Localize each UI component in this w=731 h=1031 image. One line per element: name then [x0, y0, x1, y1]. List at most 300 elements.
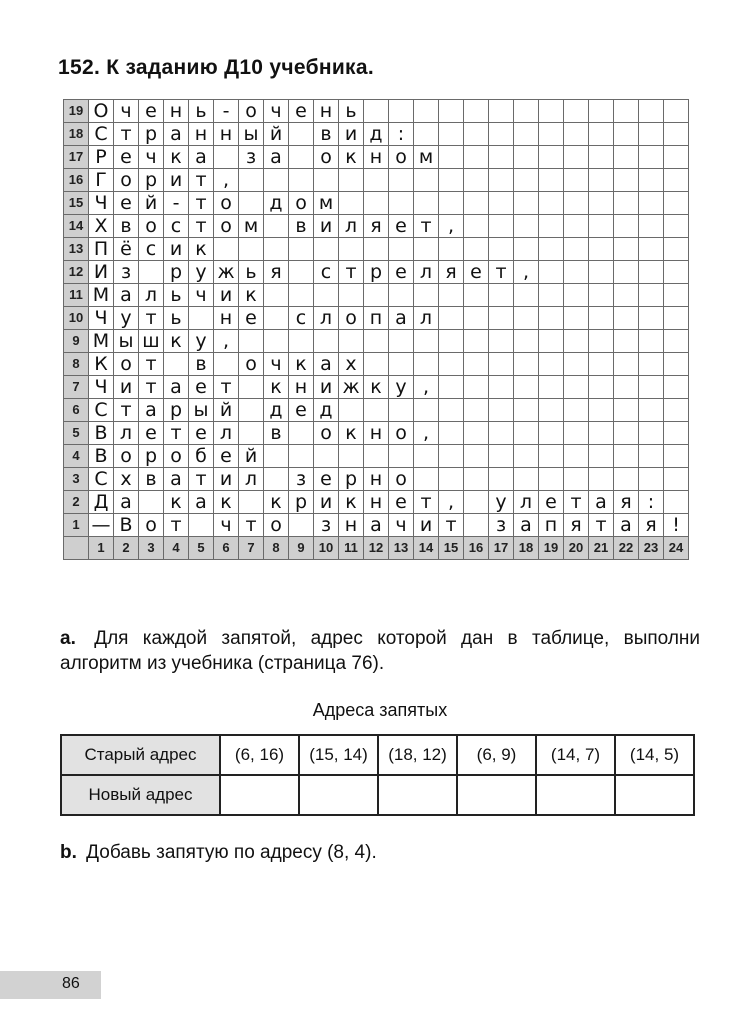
grid-cell: е [389, 261, 414, 284]
grid-cell: а [364, 514, 389, 537]
grid-cell: - [164, 192, 189, 215]
grid-cell [289, 514, 314, 537]
column-number: 14 [414, 537, 439, 560]
grid-cell [539, 238, 564, 261]
grid-cell [639, 100, 664, 123]
grid-cell [239, 422, 264, 445]
grid-cell [639, 192, 664, 215]
letter-grid [63, 99, 689, 560]
grid-cell [364, 238, 389, 261]
grid-cell [464, 445, 489, 468]
grid-cell: т [589, 514, 614, 537]
grid-cell: с [314, 261, 339, 284]
grid-cell [614, 468, 639, 491]
row-number: 16 [64, 169, 89, 192]
row-number: 18 [64, 123, 89, 146]
grid-cell [639, 215, 664, 238]
grid-cell [389, 238, 414, 261]
grid-cell [564, 353, 589, 376]
grid-cell [289, 169, 314, 192]
grid-cell [664, 422, 689, 445]
task-b-label: b. [60, 842, 77, 863]
grid-cell: р [164, 399, 189, 422]
grid-cell [514, 307, 539, 330]
grid-cell: : [639, 491, 664, 514]
grid-cell [264, 284, 289, 307]
grid-cell: т [439, 514, 464, 537]
grid-cell [589, 146, 614, 169]
task-b [60, 840, 700, 865]
grid-cell [564, 284, 589, 307]
grid-cell [239, 399, 264, 422]
grid-row [64, 100, 689, 123]
grid-cell: ч [264, 353, 289, 376]
grid-cell: т [239, 514, 264, 537]
grid-cell: к [364, 376, 389, 399]
grid-cell: я [439, 261, 464, 284]
grid-cell [489, 100, 514, 123]
grid-cell [614, 307, 639, 330]
grid-cell: ь [189, 100, 214, 123]
grid-cell [414, 330, 439, 353]
grid-cell: т [164, 422, 189, 445]
grid-cell [414, 238, 439, 261]
grid-cell: м [414, 146, 439, 169]
grid-cell [564, 399, 589, 422]
grid-cell [339, 330, 364, 353]
grid-row [64, 514, 689, 537]
grid-cell: я [614, 491, 639, 514]
grid-cell [389, 192, 414, 215]
grid-cell: л [514, 491, 539, 514]
grid-cell: о [239, 353, 264, 376]
grid-cell [589, 468, 614, 491]
grid-cell: и [214, 468, 239, 491]
grid-cell [664, 261, 689, 284]
row-number: 12 [64, 261, 89, 284]
grid-cell: к [339, 146, 364, 169]
grid-cell [314, 238, 339, 261]
grid-cell [589, 445, 614, 468]
column-number: 24 [664, 537, 689, 560]
column-number: 21 [589, 537, 614, 560]
grid-cell [614, 100, 639, 123]
grid-cell: С [89, 123, 114, 146]
grid-cell: : [389, 123, 414, 146]
grid-cell: д [314, 399, 339, 422]
old-address-cell: (14, 7) [536, 735, 615, 775]
column-number: 10 [314, 537, 339, 560]
grid-cell [539, 399, 564, 422]
row-number: 15 [64, 192, 89, 215]
new-address-cell[interactable] [220, 775, 299, 815]
grid-cell [664, 491, 689, 514]
grid-cell [364, 192, 389, 215]
grid-cell: и [114, 376, 139, 399]
grid-cell: к [164, 330, 189, 353]
grid-cell [414, 192, 439, 215]
grid-cell: Д [89, 491, 114, 514]
grid-cell [664, 445, 689, 468]
grid-row [64, 169, 689, 192]
grid-cell [264, 445, 289, 468]
grid-cell [539, 146, 564, 169]
grid-row [64, 307, 689, 330]
column-number: 16 [464, 537, 489, 560]
grid-cell: р [139, 123, 164, 146]
grid-cell [589, 330, 614, 353]
grid-cell: С [89, 468, 114, 491]
grid-cell [364, 445, 389, 468]
grid-cell: , [439, 491, 464, 514]
task-a-label: а. [60, 628, 76, 649]
grid-cell [339, 192, 364, 215]
grid-cell: я [364, 215, 389, 238]
grid-cell: р [139, 169, 164, 192]
grid-cell [514, 445, 539, 468]
grid-cell [614, 261, 639, 284]
row-number: 10 [64, 307, 89, 330]
grid-cell [589, 238, 614, 261]
column-number: 9 [289, 537, 314, 560]
row-number: 3 [64, 468, 89, 491]
grid-cell: ч [114, 100, 139, 123]
grid-cell [514, 468, 539, 491]
grid-cell [214, 353, 239, 376]
grid-cell [289, 445, 314, 468]
grid-row [64, 192, 689, 215]
grid-cell [489, 307, 514, 330]
grid-cell: и [414, 514, 439, 537]
grid-cell: М [89, 284, 114, 307]
grid-cell [639, 468, 664, 491]
grid-cell [589, 284, 614, 307]
task-b-text: Добавь запятую по адресу (8, 4). [86, 842, 377, 863]
grid-cell: Ч [89, 376, 114, 399]
grid-cell: о [389, 468, 414, 491]
grid-cell [639, 376, 664, 399]
grid-cell: К [89, 353, 114, 376]
grid-cell [539, 376, 564, 399]
grid-cell [389, 445, 414, 468]
task-a-text: Для каждой запятой, адрес которой дан в таблице, выполни алгоритм из учебника (страница 76). [60, 628, 701, 674]
grid-cell [239, 169, 264, 192]
column-number: 1 [89, 537, 114, 560]
grid-cell: к [189, 238, 214, 261]
grid-cell [189, 307, 214, 330]
grid-cell: ч [189, 284, 214, 307]
grid-row [64, 445, 689, 468]
grid-cell [614, 192, 639, 215]
grid-cell: , [514, 261, 539, 284]
grid-cell: н [164, 100, 189, 123]
grid-cell: з [489, 514, 514, 537]
grid-cell: о [314, 422, 339, 445]
grid-cell: л [314, 307, 339, 330]
grid-cell [439, 468, 464, 491]
grid-cell: м [239, 215, 264, 238]
grid-cell [364, 399, 389, 422]
grid-cell [239, 330, 264, 353]
grid-cell [339, 399, 364, 422]
grid-cell: а [164, 376, 189, 399]
grid-cell [589, 261, 614, 284]
grid-cell: о [139, 514, 164, 537]
grid-cell [639, 422, 664, 445]
row-number: 5 [64, 422, 89, 445]
grid-row [64, 376, 689, 399]
grid-cell [614, 399, 639, 422]
grid-cell [664, 123, 689, 146]
grid-cell: е [139, 100, 164, 123]
grid-cell [664, 215, 689, 238]
old-address-cell: (6, 9) [457, 735, 536, 775]
grid-cell: т [214, 376, 239, 399]
grid-cell: н [214, 123, 239, 146]
grid-cell [589, 215, 614, 238]
grid-cell: т [414, 491, 439, 514]
grid-cell: П [89, 238, 114, 261]
grid-cell: т [139, 353, 164, 376]
grid-cell [564, 123, 589, 146]
grid-cell [289, 238, 314, 261]
grid-cell [514, 169, 539, 192]
column-number: 18 [514, 537, 539, 560]
grid-cell [464, 100, 489, 123]
grid-cell [539, 353, 564, 376]
grid-cell [289, 261, 314, 284]
grid-cell: ж [214, 261, 239, 284]
grid-cell: я [639, 514, 664, 537]
grid-cell [514, 353, 539, 376]
old-address-cell: (14, 5) [615, 735, 694, 775]
grid-cell [289, 284, 314, 307]
grid-row [64, 238, 689, 261]
grid-cell: з [289, 468, 314, 491]
grid-cell: с [289, 307, 314, 330]
grid-cell [489, 192, 514, 215]
grid-cell [314, 169, 339, 192]
grid-cell [339, 238, 364, 261]
grid-cell: о [114, 353, 139, 376]
grid-cell: к [214, 491, 239, 514]
grid-cell: а [114, 284, 139, 307]
grid-cell [439, 307, 464, 330]
grid-cell [664, 169, 689, 192]
grid-cell [539, 422, 564, 445]
grid-cell [439, 192, 464, 215]
grid-cell: у [114, 307, 139, 330]
grid-cell [214, 238, 239, 261]
grid-cell [539, 192, 564, 215]
grid-cell [564, 238, 589, 261]
grid-cell: а [114, 491, 139, 514]
grid-cell: т [189, 192, 214, 215]
grid-cell: Х [89, 215, 114, 238]
grid-cell [639, 284, 664, 307]
grid-cell: е [289, 399, 314, 422]
grid-cell: к [264, 491, 289, 514]
grid-cell [489, 422, 514, 445]
grid-cell [414, 468, 439, 491]
row-number: 19 [64, 100, 89, 123]
grid-cell [339, 284, 364, 307]
grid-cell [464, 353, 489, 376]
grid-cell: о [164, 445, 189, 468]
grid-cell: а [514, 514, 539, 537]
grid-cell [389, 353, 414, 376]
grid-cell [514, 330, 539, 353]
row-number: 7 [64, 376, 89, 399]
grid-cell [589, 399, 614, 422]
grid-cell: к [164, 146, 189, 169]
grid-cell [389, 100, 414, 123]
grid-cell [414, 284, 439, 307]
grid-cell [164, 353, 189, 376]
grid-cell [589, 100, 614, 123]
grid-cell: о [214, 192, 239, 215]
grid-cell [539, 100, 564, 123]
grid-cell [614, 238, 639, 261]
grid-cell [264, 215, 289, 238]
column-number: 11 [339, 537, 364, 560]
grid-cell: л [214, 422, 239, 445]
new-address-cell[interactable] [536, 775, 615, 815]
grid-cell [389, 399, 414, 422]
grid-cell: д [364, 123, 389, 146]
grid-cell [489, 238, 514, 261]
grid-cell: , [439, 215, 464, 238]
column-number: 19 [539, 537, 564, 560]
grid-cell: ь [239, 261, 264, 284]
grid-cell [564, 169, 589, 192]
grid-cell: д [264, 399, 289, 422]
grid-cell [589, 376, 614, 399]
grid-cell: е [539, 491, 564, 514]
old-address-header: Старый адрес [61, 735, 220, 775]
grid-cell: е [114, 146, 139, 169]
grid-cell [439, 100, 464, 123]
grid-cell [589, 192, 614, 215]
grid-cell [614, 123, 639, 146]
new-address-cell[interactable] [378, 775, 457, 815]
grid-cell [139, 261, 164, 284]
new-address-cell[interactable] [457, 775, 536, 815]
grid-cell [514, 284, 539, 307]
grid-cell [514, 422, 539, 445]
grid-cell [564, 215, 589, 238]
grid-cell [189, 514, 214, 537]
grid-cell [514, 123, 539, 146]
exercise-title: 152. К заданию Д10 учебника. [58, 56, 374, 79]
grid-cell [639, 445, 664, 468]
grid-cell [614, 445, 639, 468]
grid-cell [564, 422, 589, 445]
grid-cell [464, 468, 489, 491]
grid-cell: а [189, 146, 214, 169]
grid-cell [639, 330, 664, 353]
grid-cell [664, 468, 689, 491]
grid-row [64, 353, 689, 376]
grid-cell: т [189, 468, 214, 491]
grid-cell [589, 353, 614, 376]
row-number: 17 [64, 146, 89, 169]
column-number: 17 [489, 537, 514, 560]
grid-cell: а [164, 123, 189, 146]
grid-row [64, 215, 689, 238]
grid-row [64, 146, 689, 169]
grid-cell: й [264, 123, 289, 146]
grid-cell: ь [164, 284, 189, 307]
grid-cell: о [339, 307, 364, 330]
grid-cell [639, 261, 664, 284]
grid-cell [139, 491, 164, 514]
grid-cell [639, 146, 664, 169]
grid-cell: В [114, 514, 139, 537]
grid-cell [664, 238, 689, 261]
grid-cell [664, 399, 689, 422]
grid-cell: а [264, 146, 289, 169]
grid-cell: в [264, 422, 289, 445]
old-address-cell: (6, 16) [220, 735, 299, 775]
grid-cell: й [139, 192, 164, 215]
grid-cell: е [289, 100, 314, 123]
grid-cell [489, 399, 514, 422]
grid-cell: т [189, 215, 214, 238]
grid-cell: я [564, 514, 589, 537]
grid-cell [264, 238, 289, 261]
grid-cell: а [139, 399, 164, 422]
grid-cell [539, 445, 564, 468]
grid-cell [614, 376, 639, 399]
grid-row [64, 491, 689, 514]
grid-row [64, 330, 689, 353]
grid-row [64, 123, 689, 146]
row-number: 6 [64, 399, 89, 422]
new-address-cell[interactable] [615, 775, 694, 815]
grid-cell [564, 330, 589, 353]
column-number: 3 [139, 537, 164, 560]
grid-cell: о [139, 215, 164, 238]
grid-cell [564, 100, 589, 123]
grid-cell [614, 146, 639, 169]
column-number: 8 [264, 537, 289, 560]
grid-cell [564, 261, 589, 284]
grid-cell: , [214, 330, 239, 353]
grid-cell [639, 399, 664, 422]
grid-cell: н [364, 491, 389, 514]
grid-cell [614, 330, 639, 353]
grid-cell [639, 353, 664, 376]
grid-cell: ч [264, 100, 289, 123]
grid-cell: е [139, 422, 164, 445]
grid-cell [614, 353, 639, 376]
grid-row [64, 468, 689, 491]
grid-cell: л [114, 422, 139, 445]
grid-cell: е [389, 491, 414, 514]
grid-cell [439, 146, 464, 169]
column-number: 22 [614, 537, 639, 560]
grid-cell [464, 422, 489, 445]
grid-cell [639, 123, 664, 146]
grid-cell: ж [339, 376, 364, 399]
new-address-cell[interactable] [299, 775, 378, 815]
grid-cell [514, 238, 539, 261]
grid-cell [639, 169, 664, 192]
grid-cell [489, 123, 514, 146]
grid-cell [539, 123, 564, 146]
column-number: 20 [564, 537, 589, 560]
